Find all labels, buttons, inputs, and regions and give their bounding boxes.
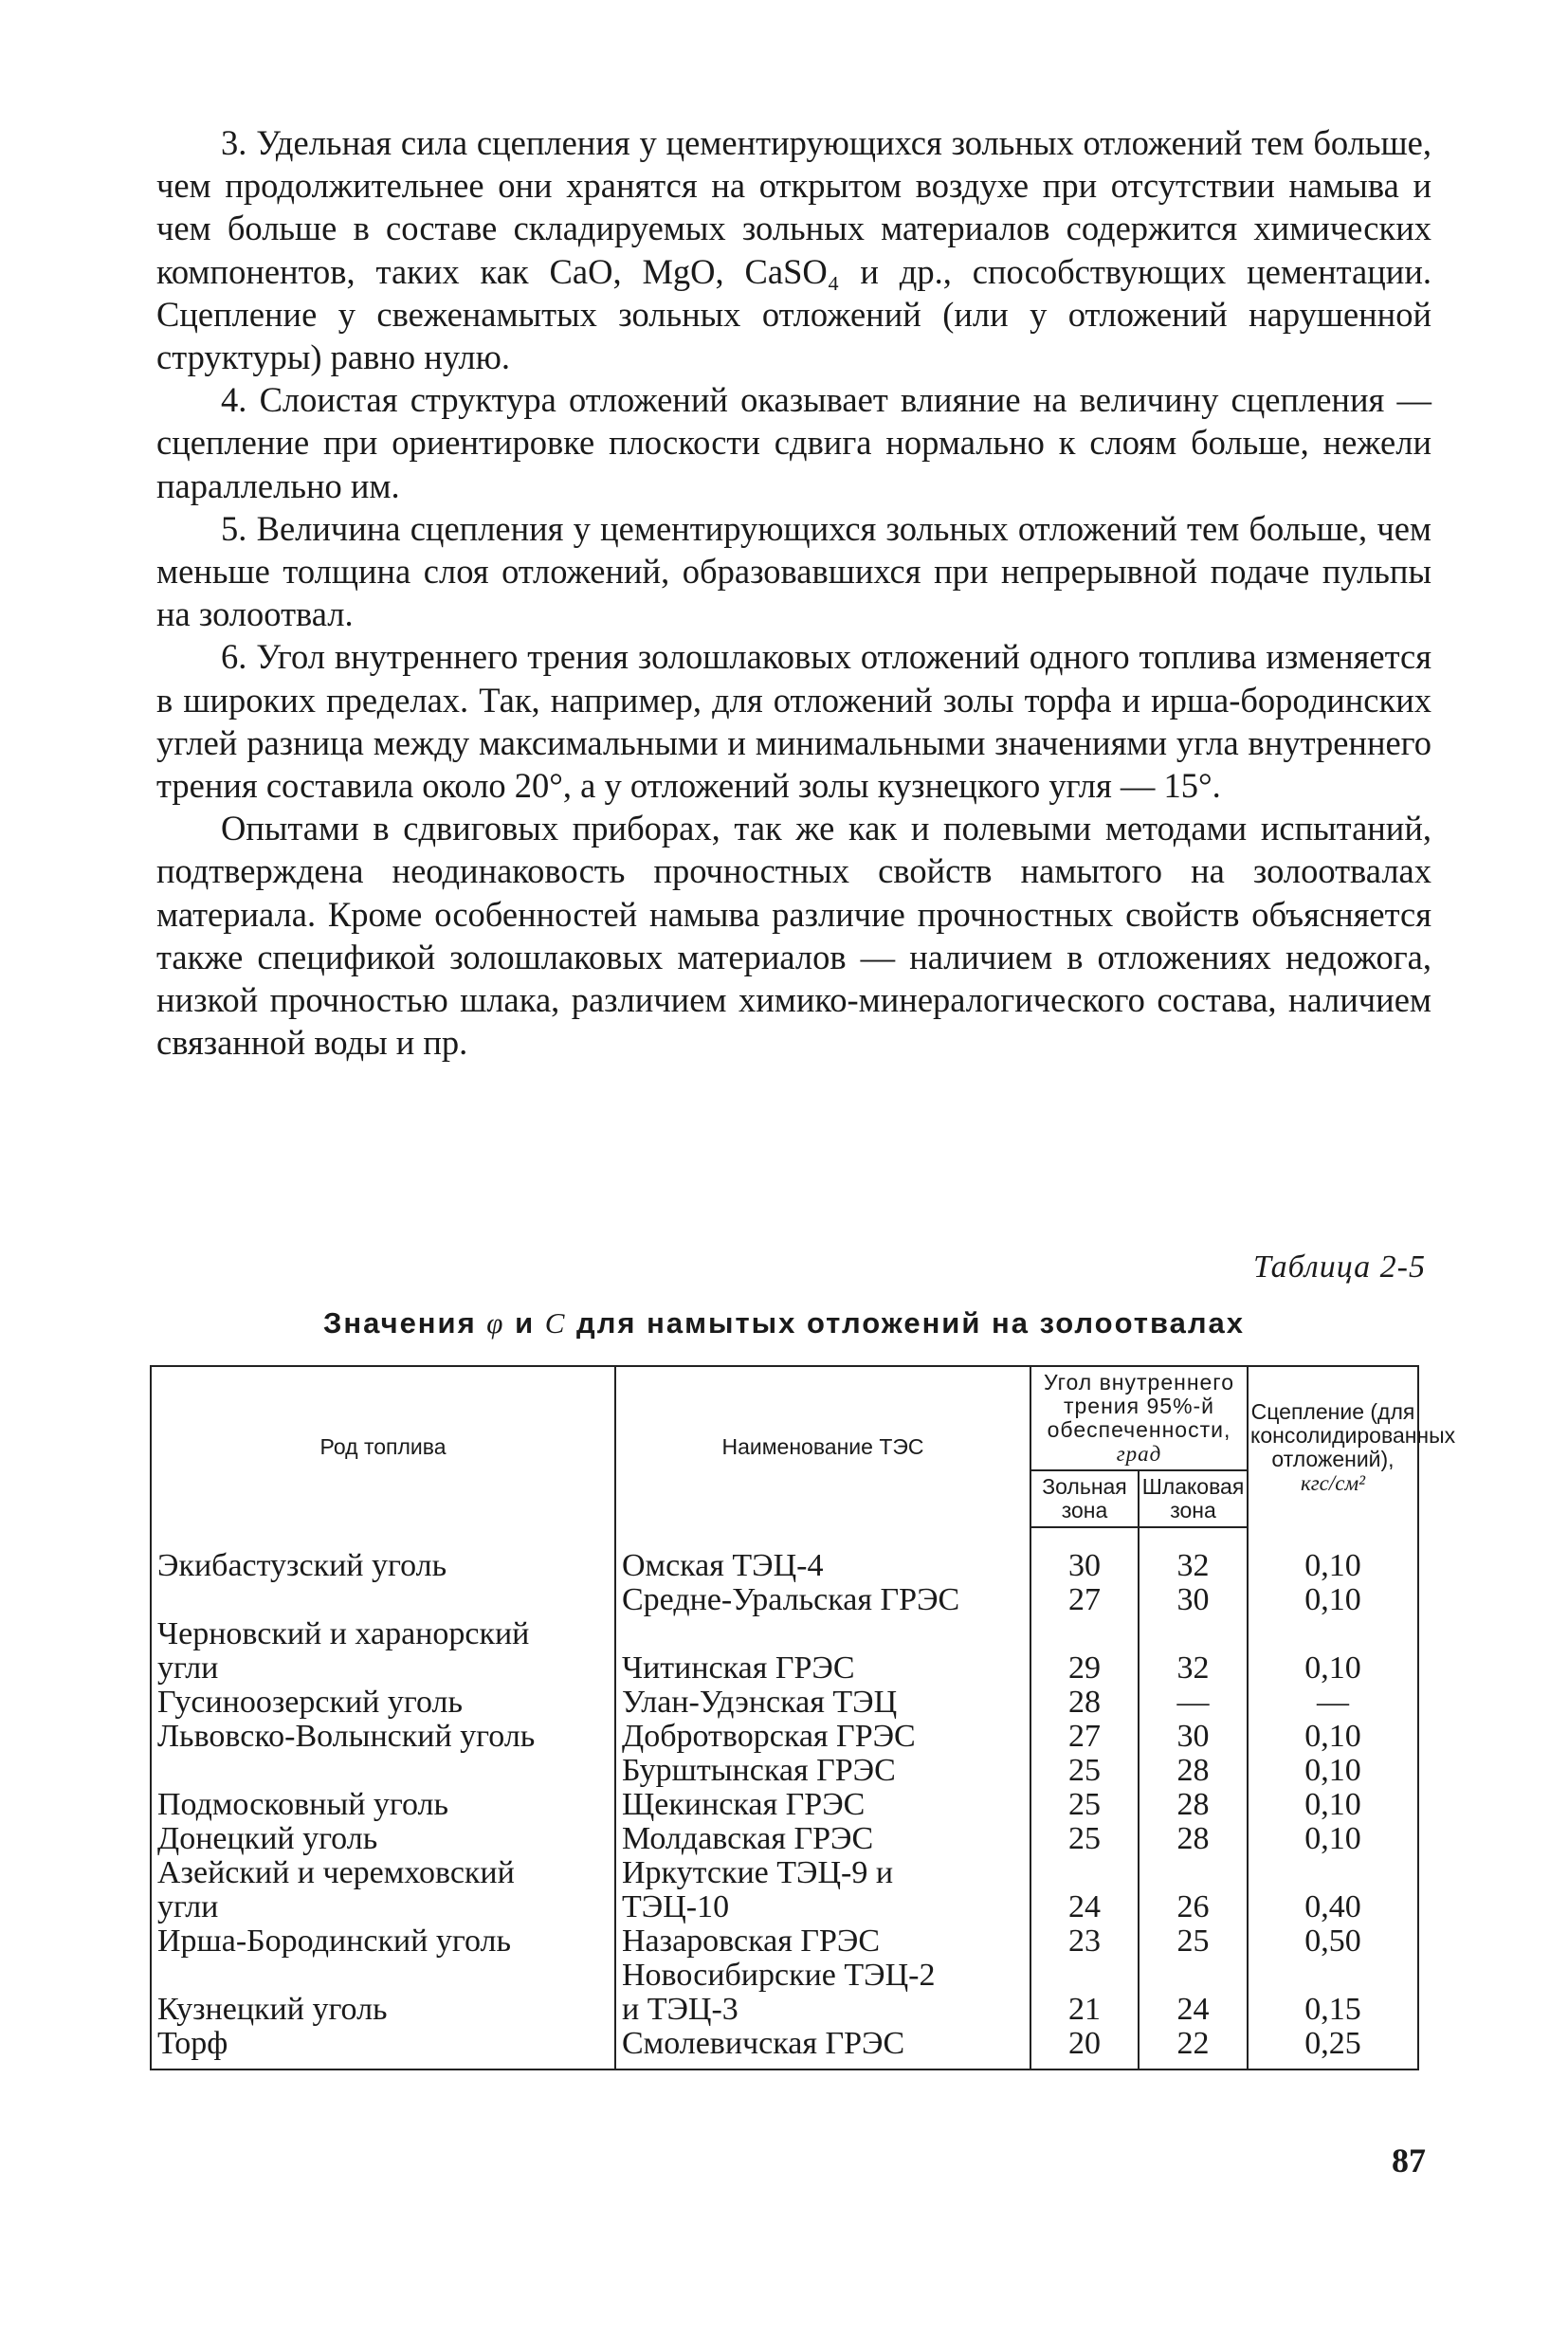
cell-tes: Назаровская ГРЭС <box>615 1924 1030 1959</box>
cell-tes: Улан-Удэнская ТЭЦ <box>615 1686 1030 1720</box>
table-row <box>151 1686 1418 1720</box>
cell-fuel: Экибастузский уголь <box>151 1549 615 1583</box>
table-row <box>151 1549 1418 1583</box>
cell-cohesion: 0,10 <box>1248 1617 1418 1686</box>
cell-slag-zone: 25 <box>1139 1924 1248 1959</box>
table-number: Таблица 2-5 <box>1253 1249 1426 1285</box>
cell-tes: Щекинская ГРЭС <box>615 1788 1030 1822</box>
cell-tes: Бурштынская ГРЭС <box>615 1754 1030 1788</box>
cell-ash-zone: 27 <box>1030 1583 1139 1617</box>
cell-fuel <box>151 1754 615 1788</box>
cell-tes: Молдавская ГРЭС <box>615 1822 1030 1856</box>
cell-slag-zone: 30 <box>1139 1583 1248 1617</box>
table-row <box>151 1856 1418 1924</box>
paragraph-6: 6. Угол внутреннего трения золошлаковых отложений одного топлива изменяется в широких пределах. Так, например, для отложений золы торфа и ирша-бородинских углей разница между максимальными и минимальными значениями угла внутреннего трения составила около 20°, а у отложений золы кузнецкого угля — 15°. <box>156 637 1431 806</box>
cell-tes: Читинская ГРЭС <box>615 1617 1030 1686</box>
header-angle-group <box>1030 1366 1248 1470</box>
header-angle-unit: град <box>1116 1442 1162 1466</box>
table-row <box>151 1617 1418 1686</box>
cell-cohesion: 0,10 <box>1248 1583 1418 1617</box>
cell-tes: Новосибирские ТЭЦ-2 и ТЭЦ-3 <box>615 1959 1030 2027</box>
paragraph-experiments: Опытами в сдвиговых приборах, так же как и полевыми методами испытаний, подтверждена неодинаковость прочностных свойств намытого на золоотвалах материала. Кроме особенностей намыва различие прочностных свойств объясняется также спецификой золошлаковых материалов — наличием в отложениях недожога, низкой прочностью шлака, различием химико-минералогического состава, наличием связанной воды и пр. <box>156 809 1431 1063</box>
cell-fuel: Торф <box>151 2027 615 2069</box>
cell-ash-zone: 30 <box>1030 1549 1139 1583</box>
header-slag-zone: Шлаковая зона <box>1139 1470 1248 1527</box>
table-body <box>151 1527 1418 2069</box>
table-row <box>151 1822 1418 1856</box>
cell-ash-zone: 23 <box>1030 1924 1139 1959</box>
cell-cohesion: 0,10 <box>1248 1754 1418 1788</box>
page-number: 87 <box>1392 2142 1426 2179</box>
paragraph-4: 4. Слоистая структура отложений оказывает влияние на величину сцепления — сцепление при ориентировке плоскости сдвига нормально к слоям больше, нежели параллельно им. <box>156 380 1431 505</box>
cell-slag-zone: 28 <box>1139 1754 1248 1788</box>
body-text <box>156 121 1431 1064</box>
cell-cohesion: 0,10 <box>1248 1822 1418 1856</box>
header-cohesion-unit: кгс/см² <box>1300 1470 1366 1495</box>
cell-cohesion: 0,25 <box>1248 2027 1418 2069</box>
cell-fuel: Донецкий уголь <box>151 1822 615 1856</box>
cell-fuel <box>151 1583 615 1617</box>
table-title <box>0 1306 1568 1340</box>
table-title-prefix: Значения <box>322 1306 487 1340</box>
table-title-suffix: для намытых отложений на золоотвалах <box>566 1306 1246 1340</box>
table-row <box>151 1754 1418 1788</box>
table-row <box>151 1720 1418 1754</box>
cell-tes: Омская ТЭЦ-4 <box>615 1549 1030 1583</box>
cell-cohesion: 0,15 <box>1248 1959 1418 2027</box>
table-row <box>151 1788 1418 1822</box>
cell-ash-zone: 25 <box>1030 1754 1139 1788</box>
cell-ash-zone: 24 <box>1030 1856 1139 1924</box>
cell-slag-zone: 32 <box>1139 1617 1248 1686</box>
cell-tes: Иркутские ТЭЦ-9 и ТЭЦ-10 <box>615 1856 1030 1924</box>
cell-fuel: Ирша-Бородинский уголь <box>151 1924 615 1959</box>
cell-fuel: Черновский и харанорский угли <box>151 1617 615 1686</box>
header-ash-zone: Зольная зона <box>1030 1470 1139 1527</box>
cell-slag-zone: 28 <box>1139 1822 1248 1856</box>
paragraph-5: 5. Величина сцепления у цементирующихся зольных отложений тем больше, чем меньше толщина слоя отложений, образовавшихся при непрерывной подаче пульпы на золоотвал. <box>156 508 1431 634</box>
cell-cohesion: — <box>1248 1686 1418 1720</box>
cell-slag-zone: 28 <box>1139 1788 1248 1822</box>
cell-ash-zone: 28 <box>1030 1686 1139 1720</box>
header-cohesion-text: Сцепление (для консолидированных отложений), <box>1250 1398 1456 1471</box>
header-angle-text: Угол внутреннего трения 95%-й обеспеченности, <box>1044 1370 1234 1442</box>
table-title-mid: и <box>504 1306 545 1340</box>
table-title-phi: φ <box>486 1306 505 1340</box>
cell-ash-zone: 25 <box>1030 1788 1139 1822</box>
cell-ash-zone: 21 <box>1030 1959 1139 2027</box>
cell-fuel: Азейский и черемховский угли <box>151 1856 615 1924</box>
table-row <box>151 1924 1418 1959</box>
cell-fuel: Львовско-Волынский уголь <box>151 1720 615 1754</box>
header-fuel: Род топлива <box>151 1366 615 1527</box>
cell-slag-zone: 26 <box>1139 1856 1248 1924</box>
cell-fuel: Гусиноозерский уголь <box>151 1686 615 1720</box>
table-header <box>151 1366 1456 1527</box>
cell-cohesion: 0,40 <box>1248 1856 1418 1924</box>
data-table <box>150 1365 1456 2070</box>
paragraph-3: 3. Удельная сила сцепления у цементирующихся зольных отложений тем больше, чем продолжительнее они хранятся на открытом воздухе при отсутствии намыва и чем больше в составе складируемых зольных материалов содержится химических компонентов, таких как CaO, MgO, CaSO₄ и др., способствующих цементации. Сцепление у свеженамытых зольных отложений (или у отложений нарушенной структуры) равно нулю. <box>156 123 1431 377</box>
cell-ash-zone: 20 <box>1030 2027 1139 2069</box>
cell-slag-zone: — <box>1139 1686 1248 1720</box>
header-tes: Наименование ТЭС <box>615 1366 1030 1527</box>
cell-fuel: Кузнецкий уголь <box>151 1959 615 2027</box>
cell-tes: Добротворская ГРЭС <box>615 1720 1030 1754</box>
cell-cohesion: 0,10 <box>1248 1720 1418 1754</box>
cell-cohesion: 0,10 <box>1248 1549 1418 1583</box>
cell-tes: Смолевичская ГРЭС <box>615 2027 1030 2069</box>
cell-ash-zone: 27 <box>1030 1720 1139 1754</box>
cell-cohesion: 0,50 <box>1248 1924 1418 1959</box>
header-cohesion <box>1248 1366 1456 1527</box>
data-table-wrapper <box>150 1365 1456 2070</box>
table-row <box>151 2027 1418 2069</box>
cell-fuel: Подмосковный уголь <box>151 1788 615 1822</box>
cell-slag-zone: 30 <box>1139 1720 1248 1754</box>
cell-ash-zone: 25 <box>1030 1822 1139 1856</box>
cell-tes: Средне-Уральская ГРЭС <box>615 1583 1030 1617</box>
table-title-c: C <box>544 1306 567 1340</box>
table-row <box>151 1583 1418 1617</box>
cell-ash-zone: 29 <box>1030 1617 1139 1686</box>
cell-slag-zone: 22 <box>1139 2027 1248 2069</box>
cell-slag-zone: 32 <box>1139 1549 1248 1583</box>
cell-cohesion: 0,10 <box>1248 1788 1418 1822</box>
cell-slag-zone: 24 <box>1139 1959 1248 2027</box>
table-row <box>151 1959 1418 2027</box>
